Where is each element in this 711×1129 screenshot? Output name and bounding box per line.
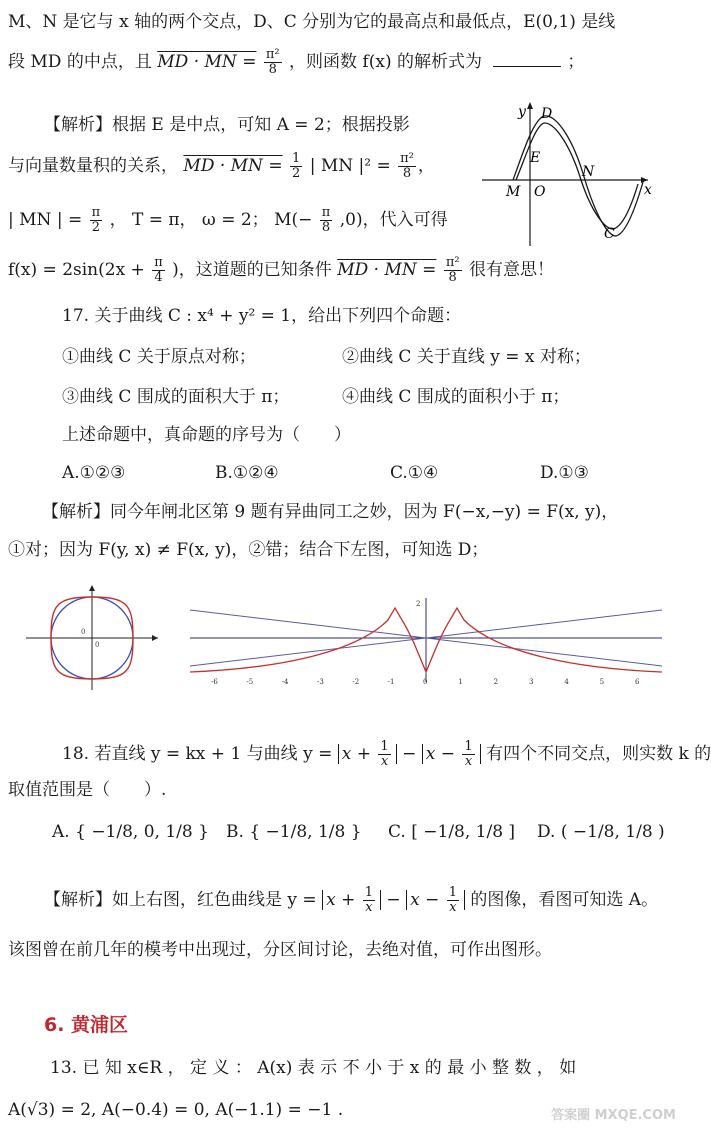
wide-plot-x-tick: -4 — [281, 678, 289, 686]
label-x: x — [644, 182, 652, 198]
label-D: D — [541, 106, 553, 122]
q18-solution-1: 【解析】如上右图，红色曲线是 y = x + $\frac{1}{x}$ − x − $\frac{1}{x}$ 的图像，看图可知选 A。 — [44, 885, 659, 915]
wide-plot-y-tick: 2 — [416, 600, 421, 608]
wide-plot-x-tick: 5 — [599, 678, 605, 686]
wide-function-plot — [188, 590, 664, 690]
wide-plot-x-tick: -2 — [352, 678, 360, 686]
wide-plot-x-tick: 1 — [458, 678, 463, 686]
solution16-line-2: 与向量数量积的关系， MD · MN = $\frac{1}{2}$ | MN |² = $\frac{\text{π²}}{8}$ ， — [8, 151, 435, 181]
q18-choice-D: D. ( −1/8, 1/8 ) — [537, 822, 665, 842]
wide-plot-x-tick: 2 — [493, 678, 499, 686]
q17-option-4: ④曲线 C 围成的面积小于 π； — [342, 387, 570, 407]
label-C: C — [604, 226, 615, 242]
q17-ask: 上述命题中，真命题的序号为（ ） — [62, 425, 351, 445]
y-axis-arrow — [527, 102, 533, 109]
q18-stem-2: 取值范围是（ ）. — [8, 780, 167, 800]
q13-line-2: A(√3) = 2, A(−0.4) = 0, A(−1.1) = −1 . — [8, 1100, 344, 1120]
wide-plot-x-tick: -3 — [317, 678, 324, 686]
wide-plot-x-tick: 3 — [529, 678, 534, 686]
sine-curve-outer — [513, 116, 643, 236]
label-E: E — [530, 150, 541, 166]
label-N: N — [582, 164, 595, 180]
q18-stem: 18. 若直线 y = kx + 1 与曲线 y = x + $\frac{1}{x}$ − x − $\frac{1}{x}$ 有四个不同交点，则实数 k 的 — [62, 739, 711, 769]
label-O: O — [534, 184, 546, 200]
q17-stem: 17. 关于曲线 C : x⁴ + y² = 1，给出下列四个命题： — [62, 306, 462, 326]
solution16-line-3: | MN | = $\frac{\pi}{2}$ ， T = π， ω = 2； M(− $\frac{\pi}{8}$ ,0)，代入可得 — [8, 205, 448, 235]
q17-choice-D: D.①③ — [540, 463, 589, 483]
paragraph-line-1: M、N 是它与 x 轴的两个交点，D、C 分别为它的最高点和最低点，E(0,1) 是线 — [8, 12, 616, 32]
wide-plot-x-ticks — [211, 678, 640, 686]
small-plot-tick-0: 0 — [81, 628, 86, 636]
q18-choice-B: B. { −1/8, 1/8 } — [226, 822, 362, 842]
label-M: M — [506, 184, 521, 200]
small-curve-plot — [22, 582, 162, 694]
q17-solution-1: 【解析】同今年闸北区第 9 题有异曲同工之妙，因为 F(−x,−y) = F(x, y)， — [42, 502, 619, 522]
small-plot-tick-1: 0 — [95, 641, 100, 649]
q18-choice-C: C. [ −1/8, 1/8 ] — [388, 822, 516, 842]
sine-curve-inner — [516, 123, 638, 229]
wide-plot-x-tick: -1 — [387, 678, 395, 686]
solution16-line-1: 【解析】根据 E 是中点，可知 A = 2；根据投影 — [44, 115, 410, 135]
q17-option-1: ①曲线 C 关于原点对称； — [62, 347, 256, 367]
q17-choice-C: C.①④ — [390, 463, 439, 483]
wide-plot-x-tick: -6 — [211, 678, 218, 686]
section-heading: 6. 黄浦区 — [44, 1014, 129, 1036]
q18-solution-2: 该图曾在前几年的模考中出现过，分区间讨论，去绝对值，可作出图形。 — [8, 940, 552, 960]
q17-option-2: ②曲线 C 关于直线 y = x 对称； — [342, 347, 591, 367]
label-y: y — [518, 104, 526, 120]
solution16-line-4: f(x) = 2sin(2x + $\frac{\pi}{4}$ )，这道题的已知条件 MD · MN = $\frac{\text{π²}}{8}$ 很有意思！ — [8, 255, 554, 285]
q17-option-3: ③曲线 C 围成的面积大于 π； — [62, 387, 290, 407]
small-plot-y-arrow — [89, 585, 95, 591]
q17-solution-2: ①对；因为 F(y, x) ≠ F(x, y)，②错；结合下左图，可知选 D； — [8, 540, 489, 560]
q13-line-1: 13. 已 知 x∈R ， 定 义 ： A(x) 表 示 不 小 于 x 的 最 小 整 数 ， 如 — [50, 1058, 577, 1078]
answer-blank — [493, 66, 561, 67]
wide-plot-x-tick: 0 — [423, 678, 428, 686]
q18-choice-A: A. { −1/8, 0, 1/8 } — [52, 822, 209, 842]
watermark: 答案圈 MXQE.COM — [551, 1108, 676, 1123]
wide-plot-x-tick: -5 — [246, 678, 254, 686]
sine-graph-figure — [478, 98, 678, 248]
small-plot-x-arrow — [152, 635, 158, 641]
wide-plot-x-tick: 6 — [635, 678, 640, 686]
q17-choice-A: A.①②③ — [62, 463, 126, 483]
paragraph-line-2: 段 MD 的中点，且 MD · MN = $\frac{\text{π²}}{8}$ ，则函数 f(x) 的解析式为 ； — [8, 47, 585, 77]
q17-choice-B: B.①②④ — [215, 463, 279, 483]
wide-plot-x-tick: 4 — [564, 678, 569, 686]
